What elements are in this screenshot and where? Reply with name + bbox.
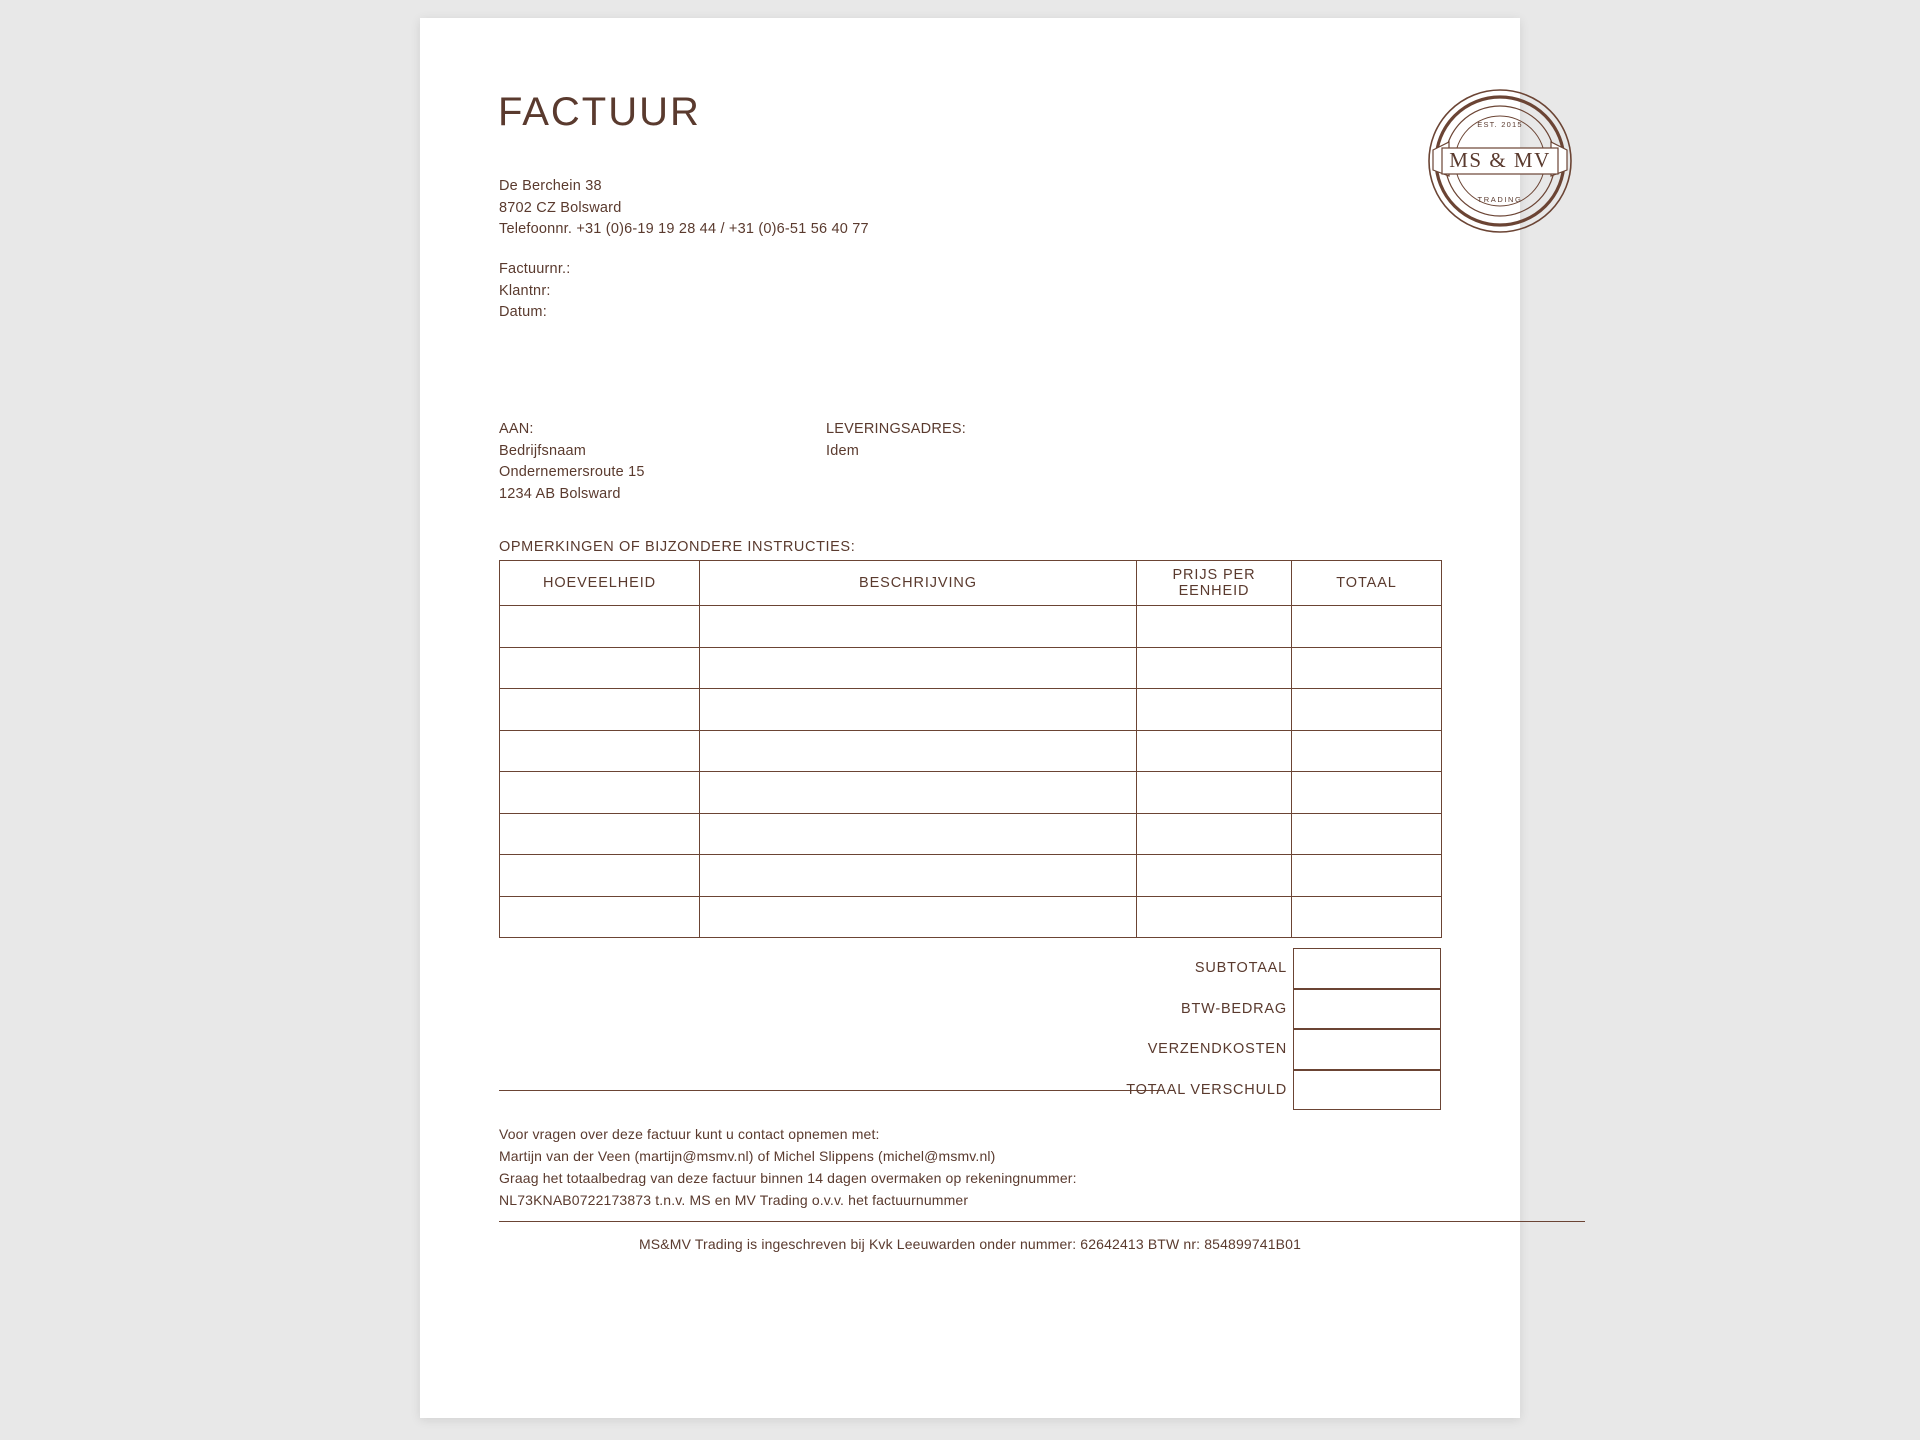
column-header-description: BESCHRIJVING [700,561,1137,606]
delivery-heading: LEVERINGSADRES: [826,421,966,437]
totals-row-shipping [499,1029,1441,1070]
footer-divider [499,1221,1585,1222]
cell-total[interactable] [1292,813,1442,855]
cell-description[interactable] [700,606,1137,648]
sender-address-block [499,176,869,241]
cell-description[interactable] [700,689,1137,731]
cell-unit-price[interactable] [1137,606,1292,648]
delivery-address-block [826,419,966,462]
vat-label: BTW-BEDRAG [1180,1000,1287,1017]
cell-total[interactable] [1292,772,1442,814]
cell-unit-price[interactable] [1137,730,1292,772]
cell-unit-price[interactable] [1137,813,1292,855]
company-logo [1425,86,1575,236]
svg-text:MS & MV: MS & MV [1449,148,1551,172]
grand-total-value[interactable] [1293,1070,1441,1111]
cell-description[interactable] [700,647,1137,689]
invoice-reference-block [499,259,571,324]
invoice-number-label: Factuurnr.: [499,261,571,277]
page-title: FACTUUR [498,90,701,134]
subtotal-label: SUBTOTAAL [1194,960,1287,976]
sender-street: De Berchein 38 [499,178,602,194]
remarks-label: OPMERKINGEN OF BIJZONDERE INSTRUCTIES: [499,539,856,555]
cell-description[interactable] [700,772,1137,814]
notes-line-4: NL73KNAB0722173873 t.n.v. MS en MV Trading o.v.v. het factuurnummer [499,1192,969,1208]
sender-city: 8702 CZ Bolsward [499,199,622,216]
cell-quantity[interactable] [500,855,700,897]
recipient-line-2: Ondernemersroute 15 [499,464,645,480]
cell-unit-price[interactable] [1137,689,1292,731]
cell-quantity[interactable] [500,772,700,814]
vat-value[interactable] [1293,989,1441,1030]
cell-total[interactable] [1292,855,1442,897]
table-row[interactable] [500,813,1442,855]
cell-description[interactable] [700,813,1137,855]
cell-total[interactable] [1292,730,1442,772]
notes-line-1: Voor vragen over deze factuur kunt u contact opnemen met: [499,1126,880,1142]
cell-total[interactable] [1292,896,1442,938]
shipping-value[interactable] [1293,1029,1441,1070]
cell-quantity[interactable] [500,606,700,648]
table-row[interactable] [500,647,1442,689]
cell-quantity[interactable] [500,647,700,689]
cell-quantity[interactable] [500,689,700,731]
svg-text:TRADING: TRADING [1477,195,1523,204]
grand-total-rule [499,1090,1159,1091]
table-row[interactable] [500,606,1442,648]
cell-total[interactable] [1292,689,1442,731]
sender-phone: Telefoonnr. +31 (0)6-19 19 28 44 / +31 (0)6-51 56 40 77 [499,221,869,237]
cell-unit-price[interactable] [1137,855,1292,897]
recipient-line-1: Bedrijfsnaam [499,442,587,459]
table-row[interactable] [500,730,1442,772]
subtotal-value[interactable] [1293,948,1441,989]
payment-notes [499,1123,1077,1211]
table-header-row [500,561,1442,606]
notes-line-3: Graag het totaalbedrag van deze factuur binnen 14 dagen overmaken op rekeningnummer: [499,1170,1077,1186]
cell-total[interactable] [1292,606,1442,648]
cell-quantity[interactable] [500,896,700,938]
date-label: Datum: [499,304,547,320]
cell-unit-price[interactable] [1137,896,1292,938]
table-row[interactable] [500,896,1442,938]
recipient-address-block [499,419,645,505]
table-body [500,606,1442,938]
delivery-line-1: Idem [826,442,860,459]
recipient-heading: AAN: [499,421,534,437]
cell-description[interactable] [700,855,1137,897]
customer-number-label: Klantnr: [499,282,551,299]
cell-unit-price[interactable] [1137,772,1292,814]
recipient-line-3: 1234 AB Bolsward [499,485,621,502]
invoice-page [420,18,1551,1418]
totals-row-grand-total [499,1070,1441,1111]
shipping-label: VERZENDKOSTEN [1147,1041,1287,1057]
cell-total[interactable] [1292,647,1442,689]
table-row[interactable] [500,689,1442,731]
totals-row-vat [499,989,1441,1030]
column-header-total: TOTAAL [1292,561,1442,606]
table-row[interactable] [500,772,1442,814]
cell-description[interactable] [700,730,1137,772]
cell-description[interactable] [700,896,1137,938]
grand-total-label: TOTAAL VERSCHULD [1126,1081,1287,1098]
line-items-table [499,560,1442,938]
totals-section [499,948,1441,1110]
totals-row-subtotal [499,948,1441,989]
column-header-unit-price: PRIJS PER EENHEID [1137,561,1292,606]
cell-quantity[interactable] [500,813,700,855]
footer-registration-text: MS&MV Trading is ingeschreven bij Kvk Leeuwarden onder nummer: 62642413 BTW nr: 854899741B01 [638,1236,1302,1252]
svg-text:EST. 2015: EST. 2015 [1477,120,1523,129]
cell-quantity[interactable] [500,730,700,772]
column-header-quantity: HOEVEELHEID [500,561,700,606]
notes-line-2: Martijn van der Veen (martijn@msmv.nl) of Michel Slippens (michel@msmv.nl) [499,1148,996,1164]
cell-unit-price[interactable] [1137,647,1292,689]
table-row[interactable] [500,855,1442,897]
